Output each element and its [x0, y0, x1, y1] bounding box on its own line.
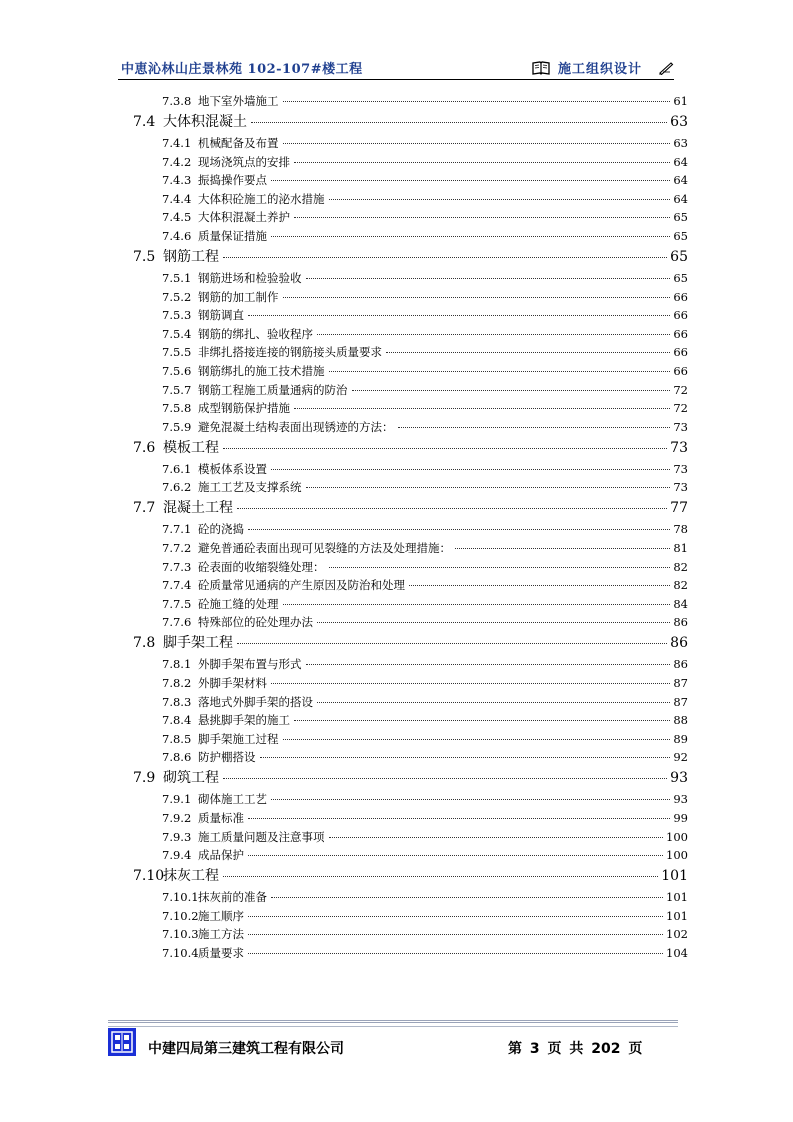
toc-leader-dots — [271, 683, 670, 684]
toc-subsection-entry[interactable] — [162, 829, 688, 846]
toc-number: 7.8.5 — [162, 731, 192, 746]
toc-title: 成型钢筋保护措施 — [198, 401, 290, 416]
toc-page-number: 104 — [666, 946, 688, 960]
toc-subsection-entry[interactable] — [162, 419, 688, 436]
toc-page-number: 86 — [673, 657, 688, 672]
toc-number: 7.4.6 — [162, 229, 192, 243]
toc-page-number: 66 — [673, 308, 688, 323]
toc-number: 7.5.6 — [162, 364, 192, 378]
toc-title: 混凝土工程 — [163, 500, 233, 517]
toc-number: 7.5.8 — [162, 401, 192, 416]
toc-subsection-entry[interactable] — [162, 791, 688, 808]
toc-leader-dots — [248, 818, 670, 819]
toc-subsection-entry[interactable] — [162, 154, 688, 171]
toc-page-number: 99 — [673, 811, 688, 825]
toc-leader-dots — [317, 702, 670, 703]
toc-leader-dots — [386, 352, 670, 353]
toc-leader-dots — [248, 953, 663, 954]
toc-leader-dots — [260, 757, 671, 758]
toc-leader-dots — [329, 371, 671, 372]
toc-title: 防护棚搭设 — [198, 750, 256, 765]
footer-page-number: 第 3 页 共 202 页 — [508, 1041, 643, 1057]
toc-number: 7.5.1 — [162, 271, 192, 285]
toc-page-number: 100 — [666, 829, 688, 844]
toc-leader-dots — [283, 604, 671, 605]
header-right — [532, 58, 674, 77]
toc-leader-dots — [306, 487, 671, 488]
toc-subsection-entry[interactable] — [162, 889, 688, 906]
pen-icon — [658, 61, 674, 75]
page-header — [121, 58, 674, 80]
toc-number: 7.7.5 — [162, 596, 192, 611]
toc-title: 钢筋绑扎的施工技术措施 — [198, 364, 325, 378]
toc-leader-dots — [306, 278, 671, 279]
toc-subsection-entry[interactable] — [162, 749, 688, 766]
toc-leader-dots — [248, 855, 663, 856]
toc-number: 7.8.2 — [162, 676, 192, 690]
toc-leader-dots — [294, 720, 670, 721]
toc-number: 7.4.5 — [162, 210, 192, 225]
toc-number: 7.10.2 — [162, 908, 199, 923]
toc-title: 脚手架工程 — [163, 635, 233, 652]
toc-title: 特殊部位的砼处理办法 — [198, 615, 313, 630]
toc-title: 钢筋进场和检验验收 — [198, 271, 302, 285]
toc-page-number: 73 — [673, 419, 688, 434]
toc-subsection-entry[interactable] — [162, 191, 688, 208]
toc-number: 7.7 — [133, 500, 156, 517]
toc-page-number: 101 — [666, 890, 688, 905]
toc-number: 7.8 — [133, 635, 156, 652]
toc-leader-dots — [283, 101, 671, 102]
toc-section-entry[interactable] — [133, 767, 688, 787]
toc-number: 7.5.7 — [162, 382, 192, 397]
toc-subsection-entry[interactable] — [162, 289, 688, 306]
toc-title: 机械配备及布置 — [198, 136, 279, 150]
toc-number: 7.10.3 — [162, 927, 199, 942]
toc-page-number: 65 — [673, 271, 688, 285]
footer-divider — [108, 1020, 678, 1023]
toc-page-number: 65 — [673, 210, 688, 225]
toc-number: 7.9.1 — [162, 792, 192, 807]
toc-number: 7.4 — [133, 114, 156, 130]
toc-number: 7.10.1 — [162, 890, 199, 905]
toc-page-number: 61 — [673, 94, 688, 108]
toc-subsection-entry[interactable] — [162, 307, 688, 324]
toc-number: 7.6.1 — [162, 461, 192, 476]
header-divider — [118, 79, 674, 80]
toc-number: 7.7.6 — [162, 615, 192, 630]
toc-page-number: 87 — [673, 676, 688, 690]
toc-page-number: 73 — [670, 439, 688, 456]
toc-leader-dots — [283, 739, 671, 740]
toc-number: 7.5.2 — [162, 289, 192, 304]
toc-title: 地下室外墙施工 — [198, 94, 279, 108]
toc-subsection-entry[interactable] — [162, 656, 688, 673]
company-logo-icon — [108, 1028, 136, 1056]
toc-number: 7.7.3 — [162, 559, 192, 574]
toc-title: 成品保护 — [198, 848, 244, 863]
toc-page-number: 86 — [670, 635, 688, 652]
toc-page-number: 63 — [673, 136, 688, 150]
toc-leader-dots — [223, 876, 658, 877]
toc-title: 避免混凝土结构表面出现锈迹的方法： — [198, 419, 394, 434]
toc-number: 7.6.2 — [162, 480, 192, 495]
toc-title: 砼质量常见通病的产生原因及防治和处理 — [198, 578, 405, 593]
toc-number: 7.8.1 — [162, 657, 192, 672]
toc-number: 7.5 — [133, 249, 156, 265]
toc-title: 抹灰工程 — [163, 868, 219, 885]
toc-number: 7.8.3 — [162, 694, 192, 709]
toc-number: 7.5.5 — [162, 345, 192, 360]
toc-number: 7.4.4 — [162, 191, 192, 206]
toc-leader-dots — [248, 315, 670, 316]
toc-leader-dots — [317, 334, 670, 335]
toc-title: 脚手架施工过程 — [198, 731, 279, 746]
toc-section-entry[interactable] — [133, 865, 688, 885]
toc-subsection-entry[interactable] — [162, 363, 688, 380]
toc-leader-dots — [271, 799, 670, 800]
toc-number: 7.3.8 — [162, 94, 192, 108]
toc-number: 7.5.9 — [162, 419, 192, 434]
toc-number: 7.9 — [133, 770, 156, 787]
toc-page-number: 77 — [670, 500, 688, 517]
toc-subsection-entry[interactable] — [162, 731, 688, 748]
toc-leader-dots — [237, 643, 667, 644]
toc-leader-dots — [271, 469, 670, 470]
toc-page-number: 65 — [670, 249, 688, 265]
toc-section-entry[interactable] — [133, 497, 688, 517]
toc-subsection-entry[interactable] — [162, 209, 688, 226]
toc-number: 7.7.4 — [162, 578, 192, 593]
toc-subsection-entry[interactable] — [162, 926, 688, 943]
toc-leader-dots — [398, 427, 671, 428]
toc-title: 施工质量问题及注意事项 — [198, 829, 325, 844]
toc-subsection-entry[interactable] — [162, 945, 688, 962]
toc-leader-dots — [294, 162, 670, 163]
document-type: 施工组织设计 — [557, 62, 642, 77]
toc-number: 7.6 — [133, 439, 156, 456]
toc-number: 7.9.2 — [162, 811, 192, 825]
toc-title: 外脚手架布置与形式 — [198, 657, 302, 672]
toc-leader-dots — [294, 408, 670, 409]
toc-page-number: 87 — [673, 694, 688, 709]
toc-title: 施工工艺及支撑系统 — [198, 480, 302, 495]
toc-leader-dots — [317, 622, 670, 623]
toc-leader-dots — [271, 180, 670, 181]
toc-page-number: 102 — [666, 927, 688, 942]
toc-leader-dots — [306, 664, 671, 665]
toc-page-number: 72 — [673, 401, 688, 416]
toc-page-number: 88 — [673, 713, 688, 728]
toc-title: 砼施工缝的处理 — [198, 596, 279, 611]
toc-subsection-entry[interactable] — [162, 270, 688, 287]
toc-subsection-entry[interactable] — [162, 810, 688, 827]
toc-page-number: 64 — [673, 173, 688, 188]
toc-section-entry[interactable] — [133, 246, 688, 266]
toc-title: 质量要求 — [198, 946, 244, 960]
toc-subsection-entry[interactable] — [162, 93, 688, 110]
toc-subsection-entry[interactable] — [162, 461, 688, 478]
toc-subsection-entry[interactable] — [162, 694, 688, 711]
toc-subsection-entry[interactable] — [162, 614, 688, 631]
toc-subsection-entry[interactable] — [162, 577, 688, 594]
project-title: 中恵沁林山庄景林苑 102-107#楼工程 — [121, 62, 363, 77]
toc-section-entry[interactable] — [133, 111, 688, 131]
toc-leader-dots — [248, 916, 663, 917]
toc-page-number: 93 — [673, 792, 688, 807]
toc-section-entry[interactable] — [133, 632, 688, 652]
toc-title: 大体积砼施工的泌水措施 — [198, 191, 325, 206]
toc-title: 砼的浇捣 — [198, 522, 244, 537]
toc-leader-dots — [248, 934, 663, 935]
toc-title: 砼表面的收缩裂缝处理： — [198, 559, 325, 574]
toc-page-number: 65 — [673, 229, 688, 243]
toc-page-number: 72 — [673, 382, 688, 397]
toc-leader-dots — [223, 257, 667, 258]
toc-section-entry[interactable] — [133, 437, 688, 457]
toc-subsection-entry[interactable] — [162, 326, 688, 343]
toc-title: 钢筋的绑扎、验收程序 — [198, 326, 313, 341]
toc-page-number: 73 — [673, 480, 688, 495]
toc-title: 钢筋工程施工质量通病的防治 — [198, 382, 348, 397]
toc-leader-dots — [352, 390, 671, 391]
toc-number: 7.4.1 — [162, 136, 192, 150]
toc-page-number: 64 — [673, 191, 688, 206]
footer-company-name: 中建四局第三建筑工程有限公司 — [148, 1041, 344, 1057]
toc-leader-dots — [271, 897, 663, 898]
toc-leader-dots — [329, 567, 671, 568]
toc-title: 砌体施工工艺 — [198, 792, 267, 807]
toc-title: 抹灰前的准备 — [198, 890, 267, 905]
toc-number: 7.7.1 — [162, 522, 192, 537]
toc-page-number: 78 — [673, 522, 688, 537]
toc-subsection-entry[interactable] — [162, 712, 688, 729]
toc-title: 振捣操作要点 — [198, 173, 267, 188]
toc-page-number: 81 — [673, 541, 688, 555]
toc-number: 7.8.4 — [162, 713, 192, 728]
toc-subsection-entry[interactable] — [162, 540, 688, 557]
toc-title: 质量保证措施 — [198, 229, 267, 243]
toc-page-number: 92 — [673, 750, 688, 765]
toc-leader-dots — [455, 548, 670, 549]
toc-title: 现场浇筑点的安排 — [198, 154, 290, 169]
toc-subsection-entry[interactable] — [162, 847, 688, 864]
toc-page-number: 66 — [673, 345, 688, 360]
toc-title: 非绑扎搭接连接的钢筋接头质量要求 — [198, 345, 382, 360]
toc-subsection-entry[interactable] — [162, 228, 688, 245]
toc-number: 7.9.4 — [162, 848, 192, 863]
toc-leader-dots — [271, 236, 670, 237]
toc-subsection-entry[interactable] — [162, 675, 688, 692]
toc-subsection-entry[interactable] — [162, 521, 688, 538]
toc-page-number: 86 — [673, 615, 688, 630]
toc-page-number: 101 — [666, 908, 688, 923]
toc-subsection-entry[interactable] — [162, 172, 688, 189]
toc-title: 大体积混凝土养护 — [198, 210, 290, 225]
toc-title: 质量标准 — [198, 811, 244, 825]
toc-title: 大体积混凝土 — [163, 114, 247, 130]
toc-leader-dots — [283, 297, 671, 298]
toc-page-number: 66 — [673, 326, 688, 341]
toc-page-number: 101 — [661, 868, 688, 885]
toc-page-number: 89 — [673, 731, 688, 746]
toc-leader-dots — [223, 778, 667, 779]
toc-title: 钢筋工程 — [163, 249, 219, 265]
toc-title: 模板工程 — [163, 439, 219, 456]
toc-subsection-entry[interactable] — [162, 400, 688, 417]
toc-number: 7.9.3 — [162, 829, 192, 844]
toc-number: 7.10.4 — [162, 946, 199, 960]
toc-leader-dots — [223, 448, 667, 449]
toc-subsection-entry[interactable] — [162, 479, 688, 496]
toc-page-number: 82 — [673, 578, 688, 593]
toc-page-number: 63 — [670, 114, 688, 130]
toc-title: 钢筋的加工制作 — [198, 289, 279, 304]
toc-page-number: 93 — [670, 770, 688, 787]
toc-title: 模板体系设置 — [198, 461, 267, 476]
toc-subsection-entry[interactable] — [162, 344, 688, 361]
toc-leader-dots — [237, 508, 667, 509]
toc-title: 施工方法 — [198, 927, 244, 942]
toc-leader-dots — [329, 837, 664, 838]
footer-divider-thin — [108, 1026, 678, 1027]
toc-title: 施工顺序 — [198, 908, 244, 923]
toc-number: 7.5.3 — [162, 308, 192, 323]
toc-page-number: 64 — [673, 154, 688, 169]
toc-title: 砌筑工程 — [163, 770, 219, 787]
toc-number: 7.8.6 — [162, 750, 192, 765]
toc-number: 7.10 — [133, 868, 165, 885]
toc-leader-dots — [251, 122, 667, 123]
toc-page-number: 66 — [673, 289, 688, 304]
toc-leader-dots — [409, 585, 670, 586]
toc-leader-dots — [283, 143, 671, 144]
toc-page-number: 66 — [673, 364, 688, 378]
toc-title: 悬挑脚手架的施工 — [198, 713, 290, 728]
toc-leader-dots — [294, 217, 670, 218]
toc-title: 外脚手架材料 — [198, 676, 267, 690]
toc-title: 钢筋调直 — [198, 308, 244, 323]
toc-subsection-entry[interactable] — [162, 559, 688, 576]
toc-title: 落地式外脚手架的搭设 — [198, 694, 313, 709]
toc-number: 7.4.3 — [162, 173, 192, 188]
toc-leader-dots — [248, 529, 670, 530]
toc-subsection-entry[interactable] — [162, 596, 688, 613]
toc-title: 避免普通砼表面出现可见裂缝的方法及处理措施： — [198, 541, 451, 555]
toc-number: 7.4.2 — [162, 154, 192, 169]
toc-leader-dots — [329, 199, 671, 200]
toc-page-number: 73 — [673, 461, 688, 476]
toc-page-number: 82 — [673, 559, 688, 574]
toc-number: 7.5.4 — [162, 326, 192, 341]
toc-number: 7.7.2 — [162, 541, 192, 555]
book-icon — [532, 61, 550, 75]
toc-subsection-entry[interactable] — [162, 382, 688, 399]
toc-page-number: 84 — [673, 596, 688, 611]
toc-subsection-entry[interactable] — [162, 135, 688, 152]
toc-page-number: 100 — [666, 848, 688, 863]
toc-subsection-entry[interactable] — [162, 908, 688, 925]
